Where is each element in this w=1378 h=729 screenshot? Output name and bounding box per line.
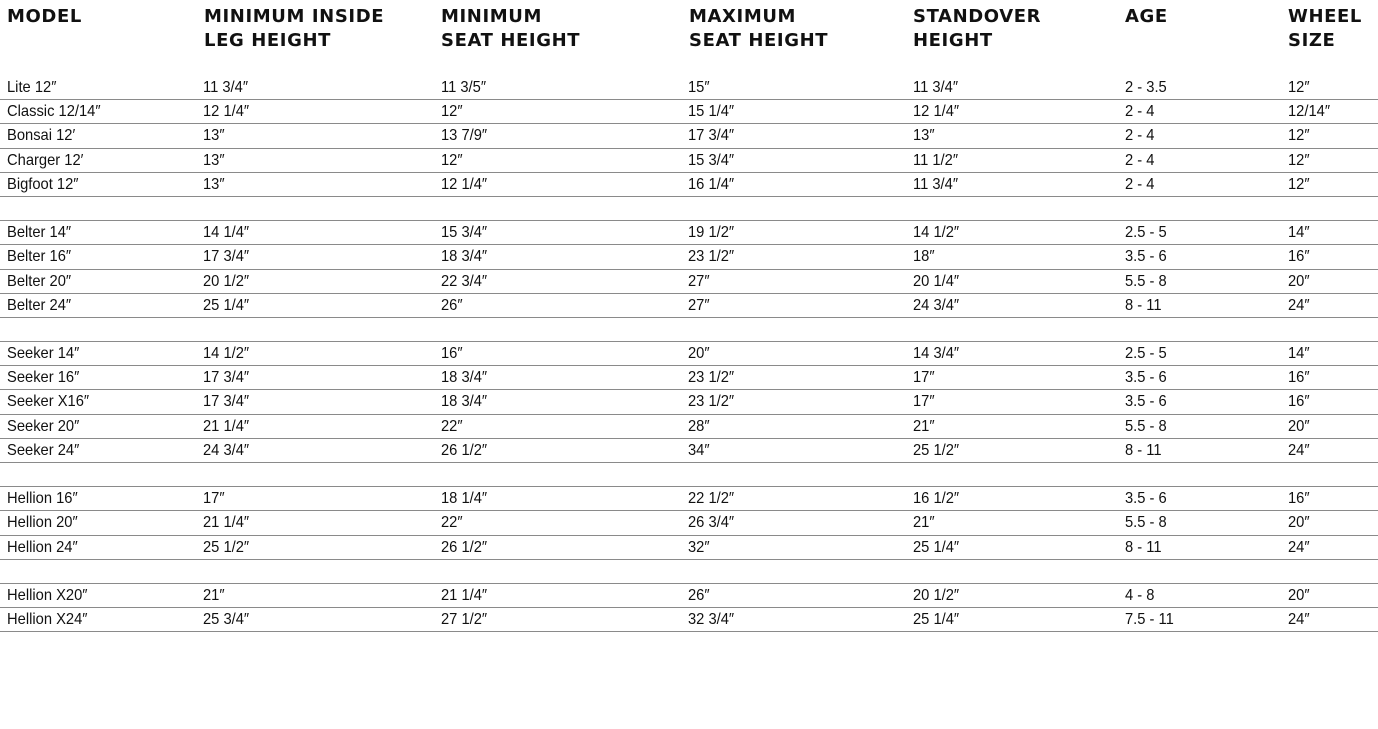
column-header-line: HEIGHT [913,30,993,51]
column-header-wheel-size [1288,5,1362,53]
column-header-line: STANDOVER [913,6,1042,27]
cell-max-seat-height: 15 3/4″ [688,151,735,169]
cell-max-seat-height: 27″ [688,272,710,290]
cell-standover-height: 14 3/4″ [913,345,960,363]
cell-wheel-size: 24″ [1288,296,1310,314]
cell-age: 5.5 - 8 [1125,514,1167,532]
table-row [0,342,1378,366]
cell-max-seat-height: 23 1/2″ [688,393,735,411]
cell-model: Seeker 20″ [7,417,80,435]
cell-min-inside-leg-height: 17″ [203,490,225,508]
cell-age: 2.5 - 5 [1125,345,1167,363]
cell-standover-height: 11 3/4″ [913,79,959,96]
cell-max-seat-height: 23 1/2″ [688,248,735,266]
cell-max-seat-height: 22 1/2″ [688,490,735,508]
cell-max-seat-height: 17 3/4″ [688,127,735,145]
cell-wheel-size: 24″ [1288,538,1310,556]
table-row [0,584,1378,608]
cell-age: 2 - 4 [1125,103,1155,121]
cell-wheel-size: 20″ [1288,272,1310,290]
column-header-line: SEAT HEIGHT [441,30,581,51]
column-header-max-seat-height [689,5,828,53]
cell-max-seat-height: 27″ [688,296,710,314]
column-header-min-seat-height [441,5,580,53]
cell-standover-height: 13″ [913,127,935,145]
cell-min-inside-leg-height: 14 1/2″ [203,345,250,363]
table-row [0,149,1378,173]
cell-standover-height: 11 1/2″ [913,151,959,169]
cell-min-seat-height: 13 7/9″ [441,127,488,145]
column-header-min-inside-leg-height [204,5,384,53]
cell-max-seat-height: 34″ [688,441,710,459]
cell-max-seat-height: 32″ [688,538,710,556]
cell-wheel-size: 16″ [1288,393,1310,411]
cell-standover-height: 21″ [913,417,935,435]
column-header-line: AGE [1125,6,1168,27]
cell-min-seat-height: 18 3/4″ [441,393,488,411]
cell-max-seat-height: 28″ [688,417,710,435]
cell-min-inside-leg-height: 25 1/2″ [203,538,250,556]
table-row [0,511,1378,535]
cell-age: 5.5 - 8 [1125,272,1167,290]
cell-min-inside-leg-height: 17 3/4″ [203,393,250,411]
cell-model: Lite 12″ [7,79,57,96]
cell-age: 2 - 4 [1125,175,1155,193]
cell-standover-height: 17″ [913,393,935,411]
cell-max-seat-height: 23 1/2″ [688,369,735,387]
cell-age: 2 - 4 [1125,151,1155,169]
cell-min-seat-height: 18 3/4″ [441,369,488,387]
cell-standover-height: 12 1/4″ [913,103,960,121]
cell-standover-height: 25 1/4″ [913,538,960,556]
table-row [0,415,1378,439]
cell-model: Seeker 24″ [7,441,80,459]
cell-wheel-size: 12″ [1288,175,1310,193]
cell-wheel-size: 16″ [1288,490,1310,508]
cell-min-inside-leg-height: 21 1/4″ [203,514,250,532]
cell-min-seat-height: 12 1/4″ [441,175,488,193]
table-row [0,608,1378,632]
cell-min-seat-height: 18 1/4″ [441,490,488,508]
cell-min-inside-leg-height: 21″ [203,586,225,604]
table-row [0,536,1378,560]
column-header-age [1125,5,1168,29]
cell-standover-height: 16 1/2″ [913,490,960,508]
cell-model: Belter 14″ [7,224,72,242]
cell-min-inside-leg-height: 21 1/4″ [203,417,250,435]
cell-min-seat-height: 22″ [441,514,463,532]
column-header-line: SEAT HEIGHT [689,30,829,51]
cell-min-seat-height: 16″ [441,345,463,363]
cell-min-seat-height: 11 3/5″ [441,79,487,96]
cell-standover-height: 20 1/4″ [913,272,960,290]
cell-min-seat-height: 26″ [441,296,463,314]
cell-model: Bigfoot 12″ [7,175,79,193]
cell-age: 2.5 - 5 [1125,224,1167,242]
cell-age: 3.5 - 6 [1125,248,1167,266]
cell-max-seat-height: 16 1/4″ [688,175,735,193]
column-header-line: LEG HEIGHT [204,30,331,51]
cell-wheel-size: 20″ [1288,417,1310,435]
cell-min-seat-height: 27 1/2″ [441,611,488,629]
cell-min-inside-leg-height: 24 3/4″ [203,441,250,459]
cell-age: 2 - 4 [1125,127,1155,145]
cell-min-seat-height: 22″ [441,417,463,435]
cell-model: Hellion X24″ [7,611,88,629]
table-row [0,270,1378,294]
cell-model: Hellion 24″ [7,538,78,556]
cell-max-seat-height: 32 3/4″ [688,611,735,629]
cell-wheel-size: 12/14″ [1288,103,1331,121]
table-row [0,221,1378,245]
column-header-line: MODEL [7,6,82,27]
column-header-line: MINIMUM INSIDE [204,6,385,27]
cell-max-seat-height: 19 1/2″ [688,224,735,242]
cell-min-seat-height: 18 3/4″ [441,248,488,266]
cell-wheel-size: 20″ [1288,514,1310,532]
cell-min-inside-leg-height: 25 1/4″ [203,296,250,314]
cell-wheel-size: 12″ [1288,151,1310,169]
cell-max-seat-height: 26 3/4″ [688,514,735,532]
table-body [0,76,1378,632]
group-separator [0,318,1378,342]
cell-model: Belter 24″ [7,296,72,314]
table-row [0,439,1378,463]
cell-min-seat-height: 22 3/4″ [441,272,488,290]
cell-min-inside-leg-height: 17 3/4″ [203,248,250,266]
cell-age: 3.5 - 6 [1125,393,1167,411]
cell-model: Charger 12′ [7,151,84,169]
table-row [0,390,1378,414]
cell-wheel-size: 16″ [1288,369,1310,387]
cell-max-seat-height: 15 1/4″ [688,103,735,121]
cell-model: Seeker 14″ [7,345,80,363]
cell-min-seat-height: 26 1/2″ [441,538,488,556]
cell-age: 3.5 - 6 [1125,369,1167,387]
cell-standover-height: 20 1/2″ [913,586,960,604]
column-header-line: MINIMUM [441,6,543,27]
cell-max-seat-height: 26″ [688,586,710,604]
cell-model: Seeker 16″ [7,369,80,387]
cell-wheel-size: 12″ [1288,127,1310,145]
cell-min-inside-leg-height: 11 3/4″ [203,79,249,96]
cell-min-inside-leg-height: 25 3/4″ [203,611,250,629]
cell-wheel-size: 24″ [1288,441,1310,459]
column-header-model [7,5,82,29]
cell-wheel-size: 20″ [1288,586,1310,604]
cell-min-seat-height: 21 1/4″ [441,586,488,604]
cell-age: 4 - 8 [1125,586,1155,604]
table-header [0,0,1378,68]
cell-wheel-size: 14″ [1288,224,1310,242]
cell-min-seat-height: 15 3/4″ [441,224,488,242]
cell-standover-height: 14 1/2″ [913,224,960,242]
cell-standover-height: 25 1/4″ [913,611,960,629]
cell-standover-height: 21″ [913,514,935,532]
cell-min-inside-leg-height: 17 3/4″ [203,369,250,387]
cell-model: Bonsai 12′ [7,127,76,145]
cell-min-inside-leg-height: 13″ [203,127,225,145]
column-header-standover-height [913,5,1041,53]
column-header-line: WHEEL [1288,6,1362,27]
cell-max-seat-height: 20″ [688,345,710,363]
cell-age: 2 - 3.5 [1125,79,1167,96]
table-row [0,100,1378,124]
cell-min-seat-height: 12″ [441,151,463,169]
cell-age: 3.5 - 6 [1125,490,1167,508]
cell-min-inside-leg-height: 13″ [203,175,225,193]
table-row [0,294,1378,318]
cell-standover-height: 24 3/4″ [913,296,960,314]
cell-wheel-size: 24″ [1288,611,1310,629]
table-row [0,124,1378,148]
cell-min-seat-height: 26 1/2″ [441,441,488,459]
cell-model: Classic 12/14″ [7,103,101,121]
cell-standover-height: 17″ [913,369,935,387]
table-row [0,487,1378,511]
cell-model: Hellion X20″ [7,586,88,604]
cell-min-inside-leg-height: 14 1/4″ [203,224,250,242]
cell-age: 5.5 - 8 [1125,417,1167,435]
cell-wheel-size: 16″ [1288,248,1310,266]
cell-age: 8 - 11 [1125,441,1162,459]
group-separator [0,560,1378,584]
cell-standover-height: 25 1/2″ [913,441,960,459]
cell-min-seat-height: 12″ [441,103,463,121]
cell-min-inside-leg-height: 13″ [203,151,225,169]
cell-min-inside-leg-height: 12 1/4″ [203,103,250,121]
cell-min-inside-leg-height: 20 1/2″ [203,272,250,290]
cell-model: Seeker X16″ [7,393,90,411]
table-row [0,76,1378,100]
cell-wheel-size: 14″ [1288,345,1310,363]
cell-model: Hellion 20″ [7,514,78,532]
column-header-line: SIZE [1288,30,1336,51]
cell-model: Belter 20″ [7,272,72,290]
cell-model: Hellion 16″ [7,490,78,508]
group-separator [0,197,1378,221]
cell-max-seat-height: 15″ [688,79,710,96]
table-row [0,245,1378,269]
table-row [0,173,1378,197]
cell-age: 7.5 - 11 [1125,611,1174,629]
cell-age: 8 - 11 [1125,296,1162,314]
cell-standover-height: 11 3/4″ [913,175,959,193]
cell-wheel-size: 12″ [1288,79,1310,96]
table-row [0,366,1378,390]
column-header-line: MAXIMUM [689,6,797,27]
cell-model: Belter 16″ [7,248,72,266]
group-separator [0,463,1378,487]
cell-standover-height: 18″ [913,248,935,266]
cell-age: 8 - 11 [1125,538,1162,556]
